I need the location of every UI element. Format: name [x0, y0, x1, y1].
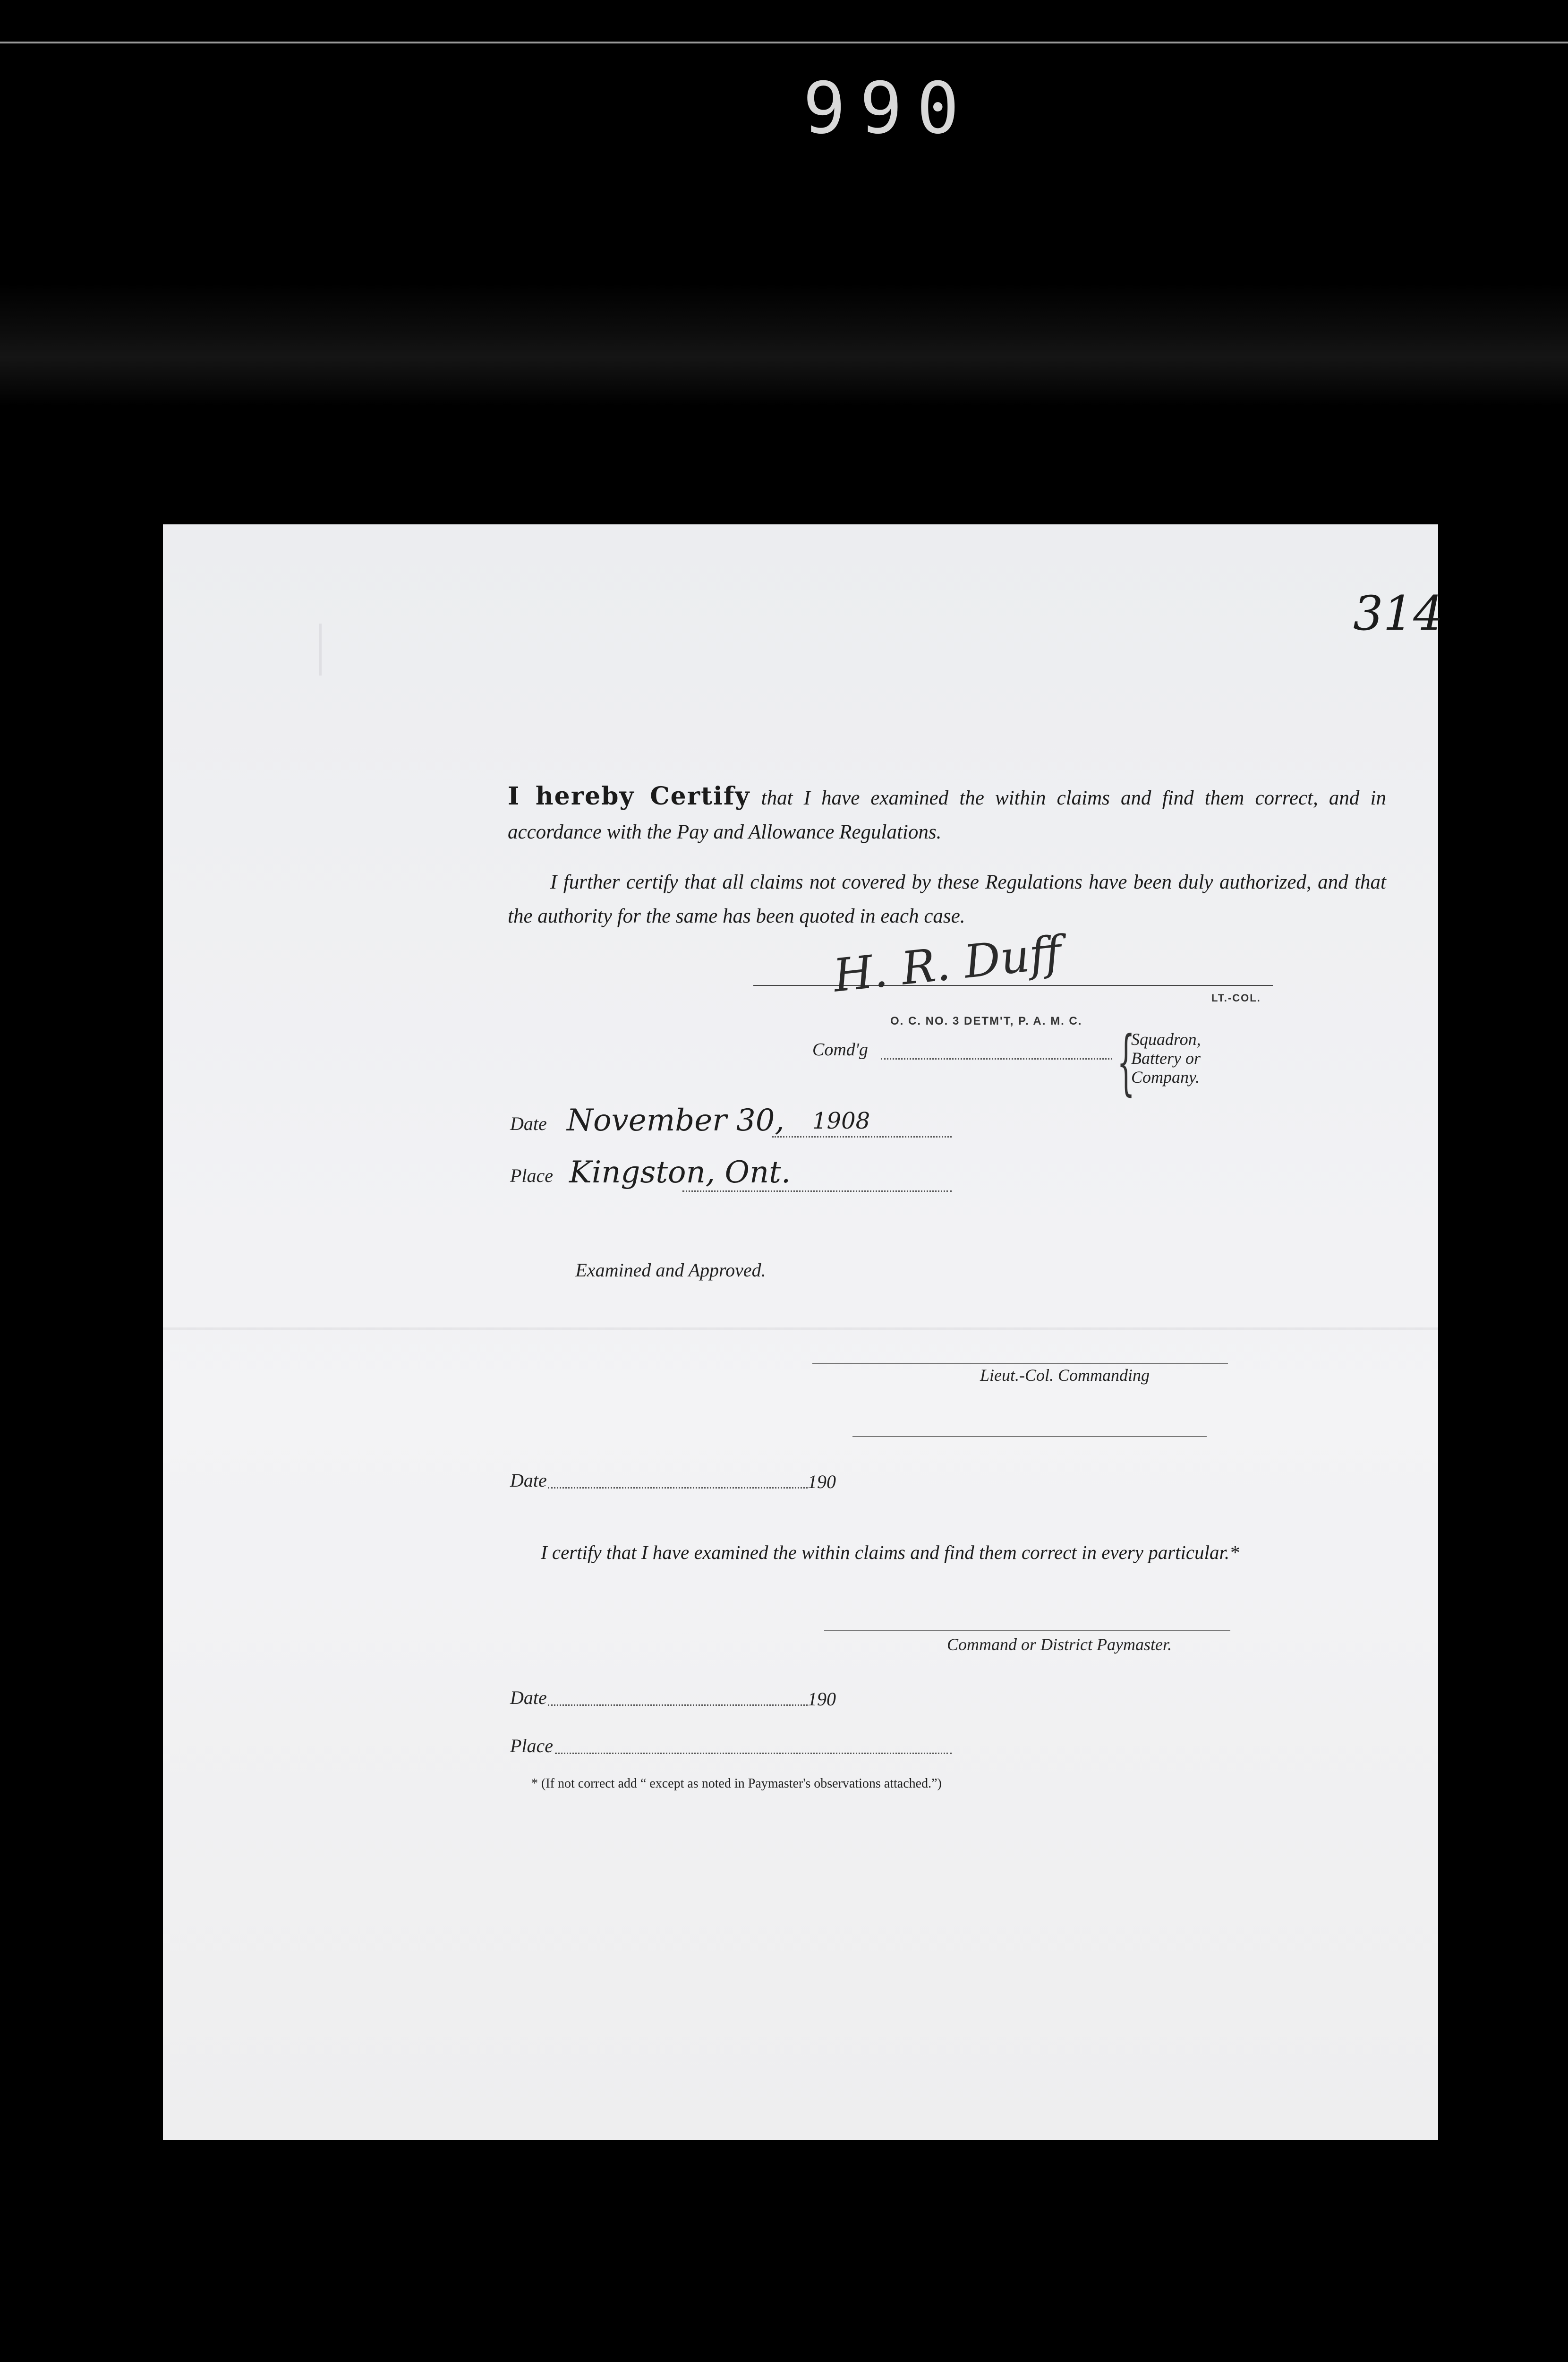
unit-brace: { — [1117, 1021, 1135, 1104]
bleed-through-mark — [319, 624, 402, 676]
signature-line — [753, 985, 1273, 986]
paymaster-date-label: Date — [510, 1687, 547, 1708]
further-certification-paragraph: I further certify that all claims not covered by these Regulations have been duly authorized, and that the authority for the same has been quoted in each case. — [508, 871, 1386, 927]
certificate-place-value: Kingston, Ont. — [569, 1155, 791, 1190]
signature-rank: LT.-COL. — [1211, 992, 1261, 1004]
unit-type-battery: Battery or — [1131, 1049, 1201, 1068]
approval-date-label: Date — [510, 1470, 547, 1491]
frame-number: 990 — [803, 68, 973, 150]
paymaster-signature-line — [824, 1630, 1230, 1631]
approval-second-line — [852, 1436, 1207, 1437]
certification-paragraph — [508, 779, 1386, 849]
unit-type-list — [1131, 1030, 1201, 1087]
unit-type-squadron: Squadron, — [1131, 1030, 1201, 1049]
paymaster-place-label: Place — [510, 1735, 554, 1756]
paymaster-footnote: * (If not correct add “ except as noted in Paymaster's observations attached.”) — [531, 1776, 942, 1791]
paymaster-year-prefix: 190 — [808, 1688, 836, 1710]
document-page — [163, 524, 1443, 2140]
paymaster-place-line — [555, 1753, 952, 1754]
certificate-date-line — [772, 1136, 952, 1138]
certify-heading: I hereby Certify — [508, 782, 750, 811]
scan-band — [0, 283, 1568, 406]
certificate-place-label: Place — [510, 1165, 554, 1186]
approval-year-prefix: 190 — [808, 1471, 836, 1492]
paymaster-title: Command or District Paymaster. — [947, 1635, 1172, 1654]
certificate-date-value: November 30, — [567, 1103, 784, 1138]
certificate-date-label: Date — [510, 1113, 547, 1134]
unit-type-company: Company. — [1131, 1068, 1200, 1087]
certification-text: that I have examined the within claims and find them correct, and in accordance with the Pay and Allowance Regulations. — [508, 787, 1386, 843]
paymaster-date-line — [548, 1704, 808, 1706]
comdg-line — [881, 1058, 1112, 1060]
approval-date-line — [548, 1487, 808, 1489]
page-fold — [163, 1327, 1438, 1330]
approval-heading: Examined and Approved. — [575, 1259, 766, 1281]
certificate-year-value: 1908 — [812, 1108, 870, 1134]
unit-stamp: O. C. NO. 3 DETM'T, P. A. M. C. — [890, 1015, 1082, 1027]
approval-signature-line — [812, 1363, 1228, 1364]
comdg-label: Comd'g — [812, 1040, 868, 1060]
paymaster-statement: I certify that I have examined the within claims and find them correct in every particular.* — [541, 1541, 1239, 1563]
certificate-place-line — [682, 1190, 952, 1192]
commanding-officer-signature: H. R. Duff — [831, 925, 1065, 1002]
folio-number: 314 — [1353, 586, 1443, 641]
approval-title: Lieut.-Col. Commanding — [980, 1366, 1150, 1385]
film-edge-line — [0, 42, 1568, 43]
